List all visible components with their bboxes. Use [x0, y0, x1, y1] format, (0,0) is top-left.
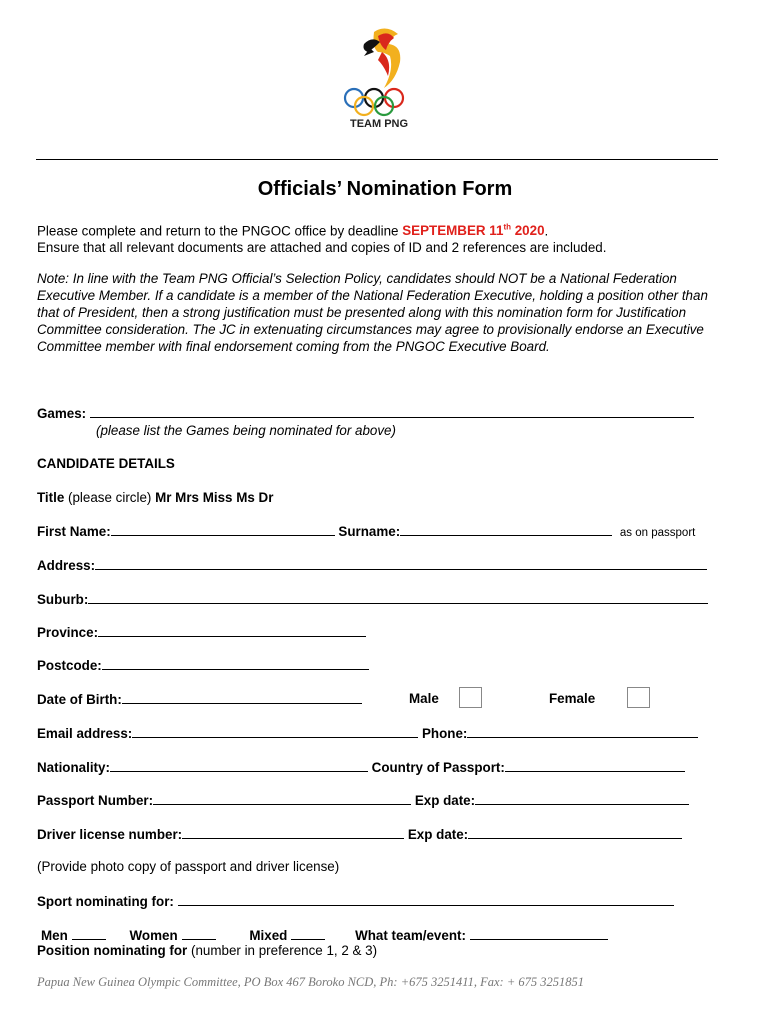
deadline-suffix: th: [503, 223, 512, 232]
title-options[interactable]: Mr Mrs Miss Ms Dr: [155, 490, 274, 505]
driver-license-field[interactable]: [182, 826, 404, 839]
title-label: Title: [37, 490, 65, 505]
deadline-text: [402, 223, 544, 238]
surname-label: Surname:: [338, 524, 401, 539]
email-label: Email address:: [37, 726, 133, 741]
title-row: [37, 490, 273, 505]
team-event-field[interactable]: [470, 927, 608, 940]
postcode-row: [37, 657, 369, 673]
title-hint: (please circle): [64, 490, 156, 505]
passport-number-label: Passport Number:: [37, 793, 154, 808]
policy-note: Note: In line with the Team PNG Official’s Selection Policy, candidates should NOT be a National Federation Executive Member. If a candidate is a member of the National Federation Executive, holding a position other than that of President, then a strong justification must be presented along with this nomination form for Justification Committee consideration. The JC in extenuating circumstances may agree to provisionally endorse an Executive Committee member with final endorsement coming from the PNGOC Executive Board.: [37, 271, 708, 354]
province-row: [37, 624, 366, 640]
address-row: [37, 557, 707, 573]
passport-row: [37, 792, 689, 808]
dob-field[interactable]: [122, 691, 362, 704]
women-field[interactable]: [182, 927, 216, 940]
passport-hint: as on passport: [619, 527, 696, 539]
male-label: Male: [409, 691, 439, 706]
province-label: Province:: [37, 625, 99, 640]
mixed-field[interactable]: [291, 927, 325, 940]
female-checkbox[interactable]: [627, 687, 650, 708]
sport-field[interactable]: [178, 893, 674, 906]
postcode-label: Postcode:: [37, 658, 102, 673]
header-divider: [36, 159, 718, 160]
team-event-label: What team/event:: [355, 928, 466, 943]
nationality-label: Nationality:: [37, 760, 110, 775]
intro-line2: Ensure that all relevant documents are attached and copies of ID and 2 references are included.: [37, 240, 607, 256]
postcode-field[interactable]: [102, 657, 369, 670]
email-row: [37, 725, 698, 741]
province-field[interactable]: [98, 624, 366, 637]
footer-address: Papua New Guinea Olympic Committee, PO Box 467 Boroko NCD, Ph: +675 3251411, Fax: + 675 3251851: [37, 975, 585, 989]
men-field[interactable]: [72, 927, 106, 940]
sport-label: Sport nominating for:: [37, 894, 174, 909]
suburb-field[interactable]: [88, 591, 708, 604]
first-name-label: First Name:: [37, 524, 111, 539]
team-png-logo: [334, 22, 424, 134]
women-label: Women: [129, 928, 178, 943]
intro-text: [37, 219, 737, 256]
intro-line1-prefix: Please complete and return to the PNGOC office by deadline: [37, 223, 403, 239]
mixed-label: Mixed: [249, 928, 288, 943]
position-hint: (number in preference 1, 2 & 3): [187, 943, 378, 958]
surname-field[interactable]: [400, 523, 612, 536]
address-field[interactable]: [95, 557, 707, 570]
sport-row: [37, 893, 674, 909]
nationality-row: [37, 759, 685, 775]
olympic-rings-icon: [334, 22, 424, 118]
exp-date-label: Exp date:: [414, 793, 476, 808]
page-title: Officials’ Nomination Form: [257, 178, 513, 200]
country-passport-label: Country of Passport:: [371, 760, 505, 775]
phone-field[interactable]: [467, 725, 698, 738]
photo-note: (Provide photo copy of passport and driver license): [37, 859, 340, 874]
dob-row: [37, 691, 362, 707]
logo-text: TEAM PNG: [349, 118, 409, 130]
games-field[interactable]: [90, 405, 694, 418]
phone-label: Phone:: [422, 726, 468, 741]
position-label: Position nominating for: [37, 943, 188, 958]
passport-number-field[interactable]: [153, 792, 411, 805]
men-label: Men: [41, 928, 68, 943]
intro-line1-suffix: .: [544, 223, 549, 239]
suburb-label: Suburb:: [37, 592, 89, 607]
games-label: Games:: [37, 406, 87, 421]
first-name-field[interactable]: [111, 523, 335, 536]
driver-license-label: Driver license number:: [37, 827, 183, 842]
male-checkbox[interactable]: [459, 687, 482, 708]
exp-date-field[interactable]: [475, 792, 689, 805]
section-candidate-details: CANDIDATE DETAILS: [37, 456, 175, 471]
address-label: Address:: [37, 558, 96, 573]
deadline-day: SEPTEMBER 11: [402, 223, 504, 239]
games-hint: (please list the Games being nominated for above): [96, 423, 396, 438]
suburb-row: [37, 591, 708, 607]
female-label: Female: [549, 691, 596, 706]
name-row: [37, 523, 695, 539]
category-row: [41, 927, 608, 943]
games-row: [37, 405, 694, 421]
exp-date2-label: Exp date:: [407, 827, 469, 842]
dob-label: Date of Birth:: [37, 692, 122, 707]
position-row: [37, 943, 377, 958]
deadline-year: 2020: [511, 223, 545, 239]
driver-license-row: [37, 826, 682, 842]
country-passport-field[interactable]: [505, 759, 685, 772]
email-field[interactable]: [132, 725, 418, 738]
nationality-field[interactable]: [110, 759, 368, 772]
exp-date2-field[interactable]: [468, 826, 682, 839]
